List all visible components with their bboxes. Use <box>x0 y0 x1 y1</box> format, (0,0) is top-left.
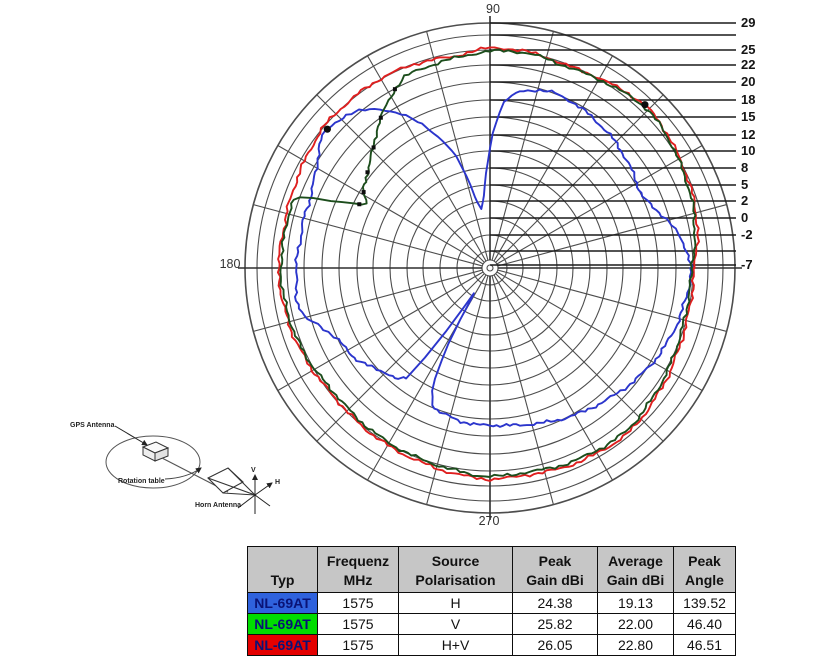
frequency-cell: 1575 <box>318 614 399 635</box>
radial-scale-label: 20 <box>741 74 756 89</box>
polar-grid-circle <box>487 265 493 271</box>
average-gain-cell: 19.13 <box>598 593 674 614</box>
polarisation-cell: H <box>399 593 513 614</box>
radial-scale-label: 15 <box>741 109 756 124</box>
polar-grid-spoke <box>278 146 483 265</box>
radial-scale-label: 2 <box>741 193 749 208</box>
radial-scale-label: 0 <box>741 210 749 225</box>
radial-scale-label: 25 <box>741 42 756 57</box>
table-row-h <box>248 593 736 614</box>
polarisation-cell: V <box>399 614 513 635</box>
axis-line-diag2 <box>255 495 270 506</box>
peak-gain-cell: 25.82 <box>513 614 598 635</box>
table-header-row <box>248 547 736 593</box>
sample-marker <box>372 145 376 149</box>
polar-grid-spoke <box>278 272 483 391</box>
angle-label: 90 <box>486 2 500 16</box>
col-header-frequency: Frequenz MHz <box>318 547 399 593</box>
measurement-setup-diagram <box>55 412 295 544</box>
horn-antenna-label: Horn Antenna <box>195 502 242 509</box>
frequency-cell: 1575 <box>318 635 399 656</box>
antenna-type-cell: NL-69AT <box>248 614 318 635</box>
peak-angle-cell: 46.40 <box>674 614 736 635</box>
h-axis-arrow <box>255 483 272 495</box>
polar-grid-spoke <box>494 56 613 261</box>
radial-scale-label: -2 <box>741 227 753 242</box>
sample-marker <box>393 87 397 91</box>
polar-grid-spoke <box>368 56 487 261</box>
peak-marker <box>324 126 331 133</box>
radial-scale-label: 18 <box>741 92 756 107</box>
trace-h-v <box>278 47 699 481</box>
h-axis-label: H <box>275 479 281 486</box>
polar-grid-spoke <box>494 275 613 480</box>
col-header-polarisation: Source Polarisation <box>399 547 513 593</box>
angle-label: 270 <box>478 514 500 528</box>
sample-marker <box>365 170 369 174</box>
antenna-type-cell: NL-69AT <box>248 635 318 656</box>
trace-v <box>280 49 695 477</box>
peak-gain-cell: 26.05 <box>513 635 598 656</box>
radial-scale-label: 29 <box>741 15 756 30</box>
polar-grid-circle <box>482 260 498 276</box>
gps-label-arrow <box>115 426 147 445</box>
radial-scale-label: 22 <box>741 57 756 72</box>
table-row-v <box>248 614 736 635</box>
radial-scale-label: 8 <box>741 160 749 175</box>
antenna-type-cell: NL-69AT <box>248 593 318 614</box>
peak-angle-cell: 46.51 <box>674 635 736 656</box>
results-table <box>247 546 736 656</box>
peak-angle-cell: 139.52 <box>674 593 736 614</box>
angle-label: 180 <box>219 257 241 271</box>
radial-scale-label: 12 <box>741 127 756 142</box>
radial-scale-label: 5 <box>741 177 749 192</box>
col-header-average-gain: Average Gain dBi <box>598 547 674 593</box>
peak-gain-cell: 24.38 <box>513 593 598 614</box>
polar-grid-spoke <box>497 272 702 391</box>
v-axis-label: V <box>251 467 256 474</box>
col-header-typ: Typ <box>248 547 318 593</box>
average-gain-cell: 22.00 <box>598 614 674 635</box>
rotation-table-label: Rotation table <box>118 478 165 485</box>
sample-marker <box>357 202 361 206</box>
peak-marker <box>641 101 648 108</box>
frequency-cell: 1575 <box>318 593 399 614</box>
average-gain-cell: 22.80 <box>598 635 674 656</box>
col-header-peak-gain: Peak Gain dBi <box>513 547 598 593</box>
radial-scale-label: -7 <box>741 257 753 272</box>
sample-marker <box>379 116 383 120</box>
polarisation-cell: H+V <box>399 635 513 656</box>
gps-antenna-label: GPS Antenna <box>70 422 115 429</box>
sample-marker <box>362 190 366 194</box>
col-header-peak-angle: Peak Angle <box>674 547 736 593</box>
table-row-hv <box>248 635 736 656</box>
polar-grid-spoke <box>497 146 702 265</box>
radial-scale-label: 10 <box>741 143 756 158</box>
